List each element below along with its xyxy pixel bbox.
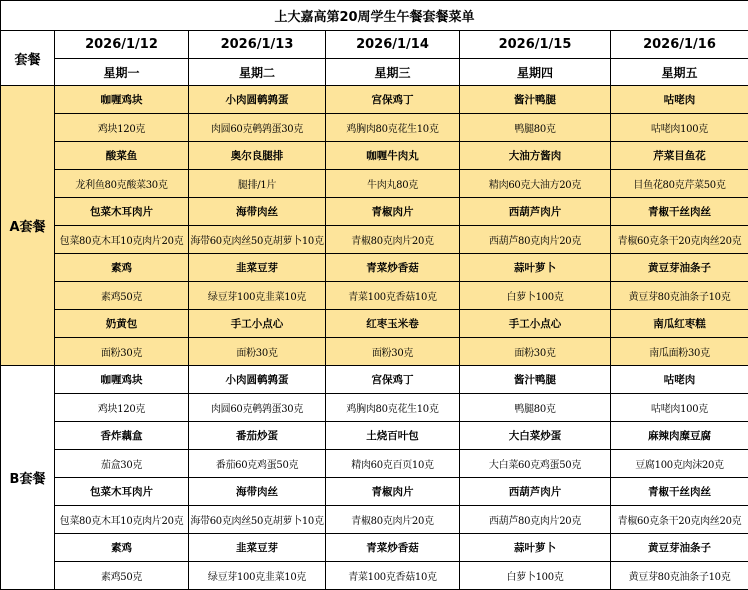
dish-ingredients-fri: 南瓜面粉30克 — [611, 338, 748, 366]
date-row — [1, 31, 748, 59]
ingredient-row — [1, 562, 748, 590]
dish-row — [1, 198, 748, 226]
dish-name-mon: 咖喱鸡块 — [55, 366, 189, 394]
dish-ingredients-mon: 龙利鱼80克酸菜30克 — [55, 170, 189, 198]
dish-name-tue: 海带肉丝 — [189, 478, 326, 506]
dish-name-wed: 土烧百叶包 — [326, 422, 460, 450]
dish-name-wed: 宫保鸡丁 — [326, 366, 460, 394]
dish-ingredients-tue: 肉圆60克鹌鹑蛋30克 — [189, 394, 326, 422]
dish-name-fri: 青椒干丝肉丝 — [611, 198, 748, 226]
title-row — [1, 1, 748, 31]
dish-row — [1, 422, 748, 450]
dish-name-mon: 包菜木耳肉片 — [55, 478, 189, 506]
dish-ingredients-mon: 素鸡50克 — [55, 562, 189, 590]
dish-name-tue: 韭菜豆芽 — [189, 534, 326, 562]
dish-ingredients-fri: 咕咾肉100克 — [611, 114, 748, 142]
dish-name-mon: 奶黄包 — [55, 310, 189, 338]
dish-name-thu: 大油方酱肉 — [460, 142, 611, 170]
date-header-mon: 2026/1/12 — [55, 31, 189, 59]
dish-ingredients-fri: 咕咾肉100克 — [611, 394, 748, 422]
dish-ingredients-tue: 绿豆芽100克韭菜10克 — [189, 282, 326, 310]
dish-ingredients-thu: 面粉30克 — [460, 338, 611, 366]
dish-row — [1, 534, 748, 562]
dish-ingredients-wed: 面粉30克 — [326, 338, 460, 366]
weekday-row — [1, 59, 748, 86]
weekday-header-fri: 星期五 — [611, 59, 748, 86]
dish-name-mon: 包菜木耳肉片 — [55, 198, 189, 226]
dish-name-thu: 西葫芦肉片 — [460, 478, 611, 506]
dish-ingredients-tue: 海带60克肉丝50克胡萝卜10克 — [189, 506, 326, 534]
dish-name-mon: 酸菜鱼 — [55, 142, 189, 170]
dish-ingredients-mon: 包菜80克木耳10克肉片20克 — [55, 226, 189, 254]
ingredient-row — [1, 338, 748, 366]
set-column-header: 套餐 — [1, 31, 55, 86]
dish-name-thu: 酱汁鸭腿 — [460, 366, 611, 394]
dish-name-tue: 海带肉丝 — [189, 198, 326, 226]
dish-ingredients-mon: 包菜80克木耳10克肉片20克 — [55, 506, 189, 534]
dish-name-thu: 手工小点心 — [460, 310, 611, 338]
dish-ingredients-fri: 黄豆芽80克油条子10克 — [611, 282, 748, 310]
dish-ingredients-fri: 目鱼花80克芹菜50克 — [611, 170, 748, 198]
menu-title: 上大嘉高第20周学生午餐套餐菜单 — [1, 1, 748, 31]
ingredient-row — [1, 450, 748, 478]
dish-name-wed: 青菜炒香菇 — [326, 534, 460, 562]
dish-name-fri: 芹菜目鱼花 — [611, 142, 748, 170]
dish-row — [1, 86, 748, 114]
dish-row — [1, 254, 748, 282]
ingredient-row — [1, 506, 748, 534]
ingredient-row — [1, 170, 748, 198]
dish-name-mon: 咖喱鸡块 — [55, 86, 189, 114]
dish-name-wed: 青菜炒香菇 — [326, 254, 460, 282]
dish-name-thu: 蒜叶萝卜 — [460, 254, 611, 282]
dish-name-wed: 红枣玉米卷 — [326, 310, 460, 338]
dish-ingredients-wed: 青菜100克香菇10克 — [326, 282, 460, 310]
dish-name-fri: 麻辣肉糜豆腐 — [611, 422, 748, 450]
dish-ingredients-thu: 鸭腿80克 — [460, 394, 611, 422]
dish-name-thu: 西葫芦肉片 — [460, 198, 611, 226]
dish-ingredients-fri: 青椒60克条干20克肉丝20克 — [611, 506, 748, 534]
dish-name-tue: 手工小点心 — [189, 310, 326, 338]
dish-row — [1, 366, 748, 394]
set-label: A套餐 — [1, 86, 55, 366]
dish-name-mon: 素鸡 — [55, 254, 189, 282]
dish-name-fri: 黄豆芽油条子 — [611, 534, 748, 562]
weekday-header-thu: 星期四 — [460, 59, 611, 86]
dish-ingredients-tue: 番茄60克鸡蛋50克 — [189, 450, 326, 478]
dish-ingredients-thu: 鸭腿80克 — [460, 114, 611, 142]
dish-ingredients-mon: 面粉30克 — [55, 338, 189, 366]
dish-name-fri: 南瓜红枣糕 — [611, 310, 748, 338]
dish-ingredients-mon: 鸡块120克 — [55, 114, 189, 142]
dish-name-wed: 咖喱牛肉丸 — [326, 142, 460, 170]
dish-ingredients-wed: 青椒80克肉片20克 — [326, 226, 460, 254]
dish-name-mon: 香炸藕盒 — [55, 422, 189, 450]
dish-name-mon: 素鸡 — [55, 534, 189, 562]
dish-ingredients-thu: 白萝卜100克 — [460, 282, 611, 310]
dish-row — [1, 142, 748, 170]
dish-name-tue: 番茄炒蛋 — [189, 422, 326, 450]
dish-name-fri: 青椒干丝肉丝 — [611, 478, 748, 506]
dish-ingredients-wed: 青菜100克香菇10克 — [326, 562, 460, 590]
ingredient-row — [1, 282, 748, 310]
dish-name-thu: 大白菜炒蛋 — [460, 422, 611, 450]
dish-ingredients-wed: 精肉60克百页10克 — [326, 450, 460, 478]
dish-name-tue: 小肉圆鹌鹑蛋 — [189, 86, 326, 114]
dish-ingredients-wed: 青椒80克肉片20克 — [326, 506, 460, 534]
dish-ingredients-mon: 茄盒30克 — [55, 450, 189, 478]
ingredient-row — [1, 394, 748, 422]
weekday-header-wed: 星期三 — [326, 59, 460, 86]
date-header-fri: 2026/1/16 — [611, 31, 748, 59]
dish-ingredients-mon: 素鸡50克 — [55, 282, 189, 310]
dish-name-wed: 青椒肉片 — [326, 198, 460, 226]
set-label: B套餐 — [1, 366, 55, 590]
dish-name-thu: 蒜叶萝卜 — [460, 534, 611, 562]
dish-name-thu: 酱汁鸭腿 — [460, 86, 611, 114]
dish-ingredients-fri: 豆腐100克肉沫20克 — [611, 450, 748, 478]
dish-ingredients-tue: 肉圆60克鹌鹑蛋30克 — [189, 114, 326, 142]
dish-ingredients-thu: 大白菜60克鸡蛋50克 — [460, 450, 611, 478]
dish-ingredients-tue: 面粉30克 — [189, 338, 326, 366]
dish-row — [1, 310, 748, 338]
dish-ingredients-tue: 腿排/1片 — [189, 170, 326, 198]
dish-ingredients-wed: 牛肉丸80克 — [326, 170, 460, 198]
dish-name-tue: 小肉圆鹌鹑蛋 — [189, 366, 326, 394]
dish-ingredients-fri: 青椒60克条干20克肉丝20克 — [611, 226, 748, 254]
dish-name-tue: 韭菜豆芽 — [189, 254, 326, 282]
dish-name-fri: 黄豆芽油条子 — [611, 254, 748, 282]
dish-ingredients-tue: 海带60克肉丝50克胡萝卜10克 — [189, 226, 326, 254]
dish-ingredients-mon: 鸡块120克 — [55, 394, 189, 422]
dish-ingredients-tue: 绿豆芽100克韭菜10克 — [189, 562, 326, 590]
date-header-tue: 2026/1/13 — [189, 31, 326, 59]
weekday-header-tue: 星期二 — [189, 59, 326, 86]
date-header-wed: 2026/1/14 — [326, 31, 460, 59]
ingredient-row — [1, 226, 748, 254]
dish-ingredients-thu: 白萝卜100克 — [460, 562, 611, 590]
dish-name-tue: 奥尔良腿排 — [189, 142, 326, 170]
dish-ingredients-thu: 西葫芦80克肉片20克 — [460, 506, 611, 534]
dish-name-wed: 宫保鸡丁 — [326, 86, 460, 114]
dish-ingredients-thu: 精肉60克大油方20克 — [460, 170, 611, 198]
dish-ingredients-wed: 鸡胸肉80克花生10克 — [326, 114, 460, 142]
date-header-thu: 2026/1/15 — [460, 31, 611, 59]
weekday-header-mon: 星期一 — [55, 59, 189, 86]
dish-ingredients-thu: 西葫芦80克肉片20克 — [460, 226, 611, 254]
dish-ingredients-wed: 鸡胸肉80克花生10克 — [326, 394, 460, 422]
dish-name-wed: 青椒肉片 — [326, 478, 460, 506]
dish-name-fri: 咕咾肉 — [611, 366, 748, 394]
ingredient-row — [1, 114, 748, 142]
dish-name-fri: 咕咾肉 — [611, 86, 748, 114]
dish-row — [1, 478, 748, 506]
dish-ingredients-fri: 黄豆芽80克油条子10克 — [611, 562, 748, 590]
